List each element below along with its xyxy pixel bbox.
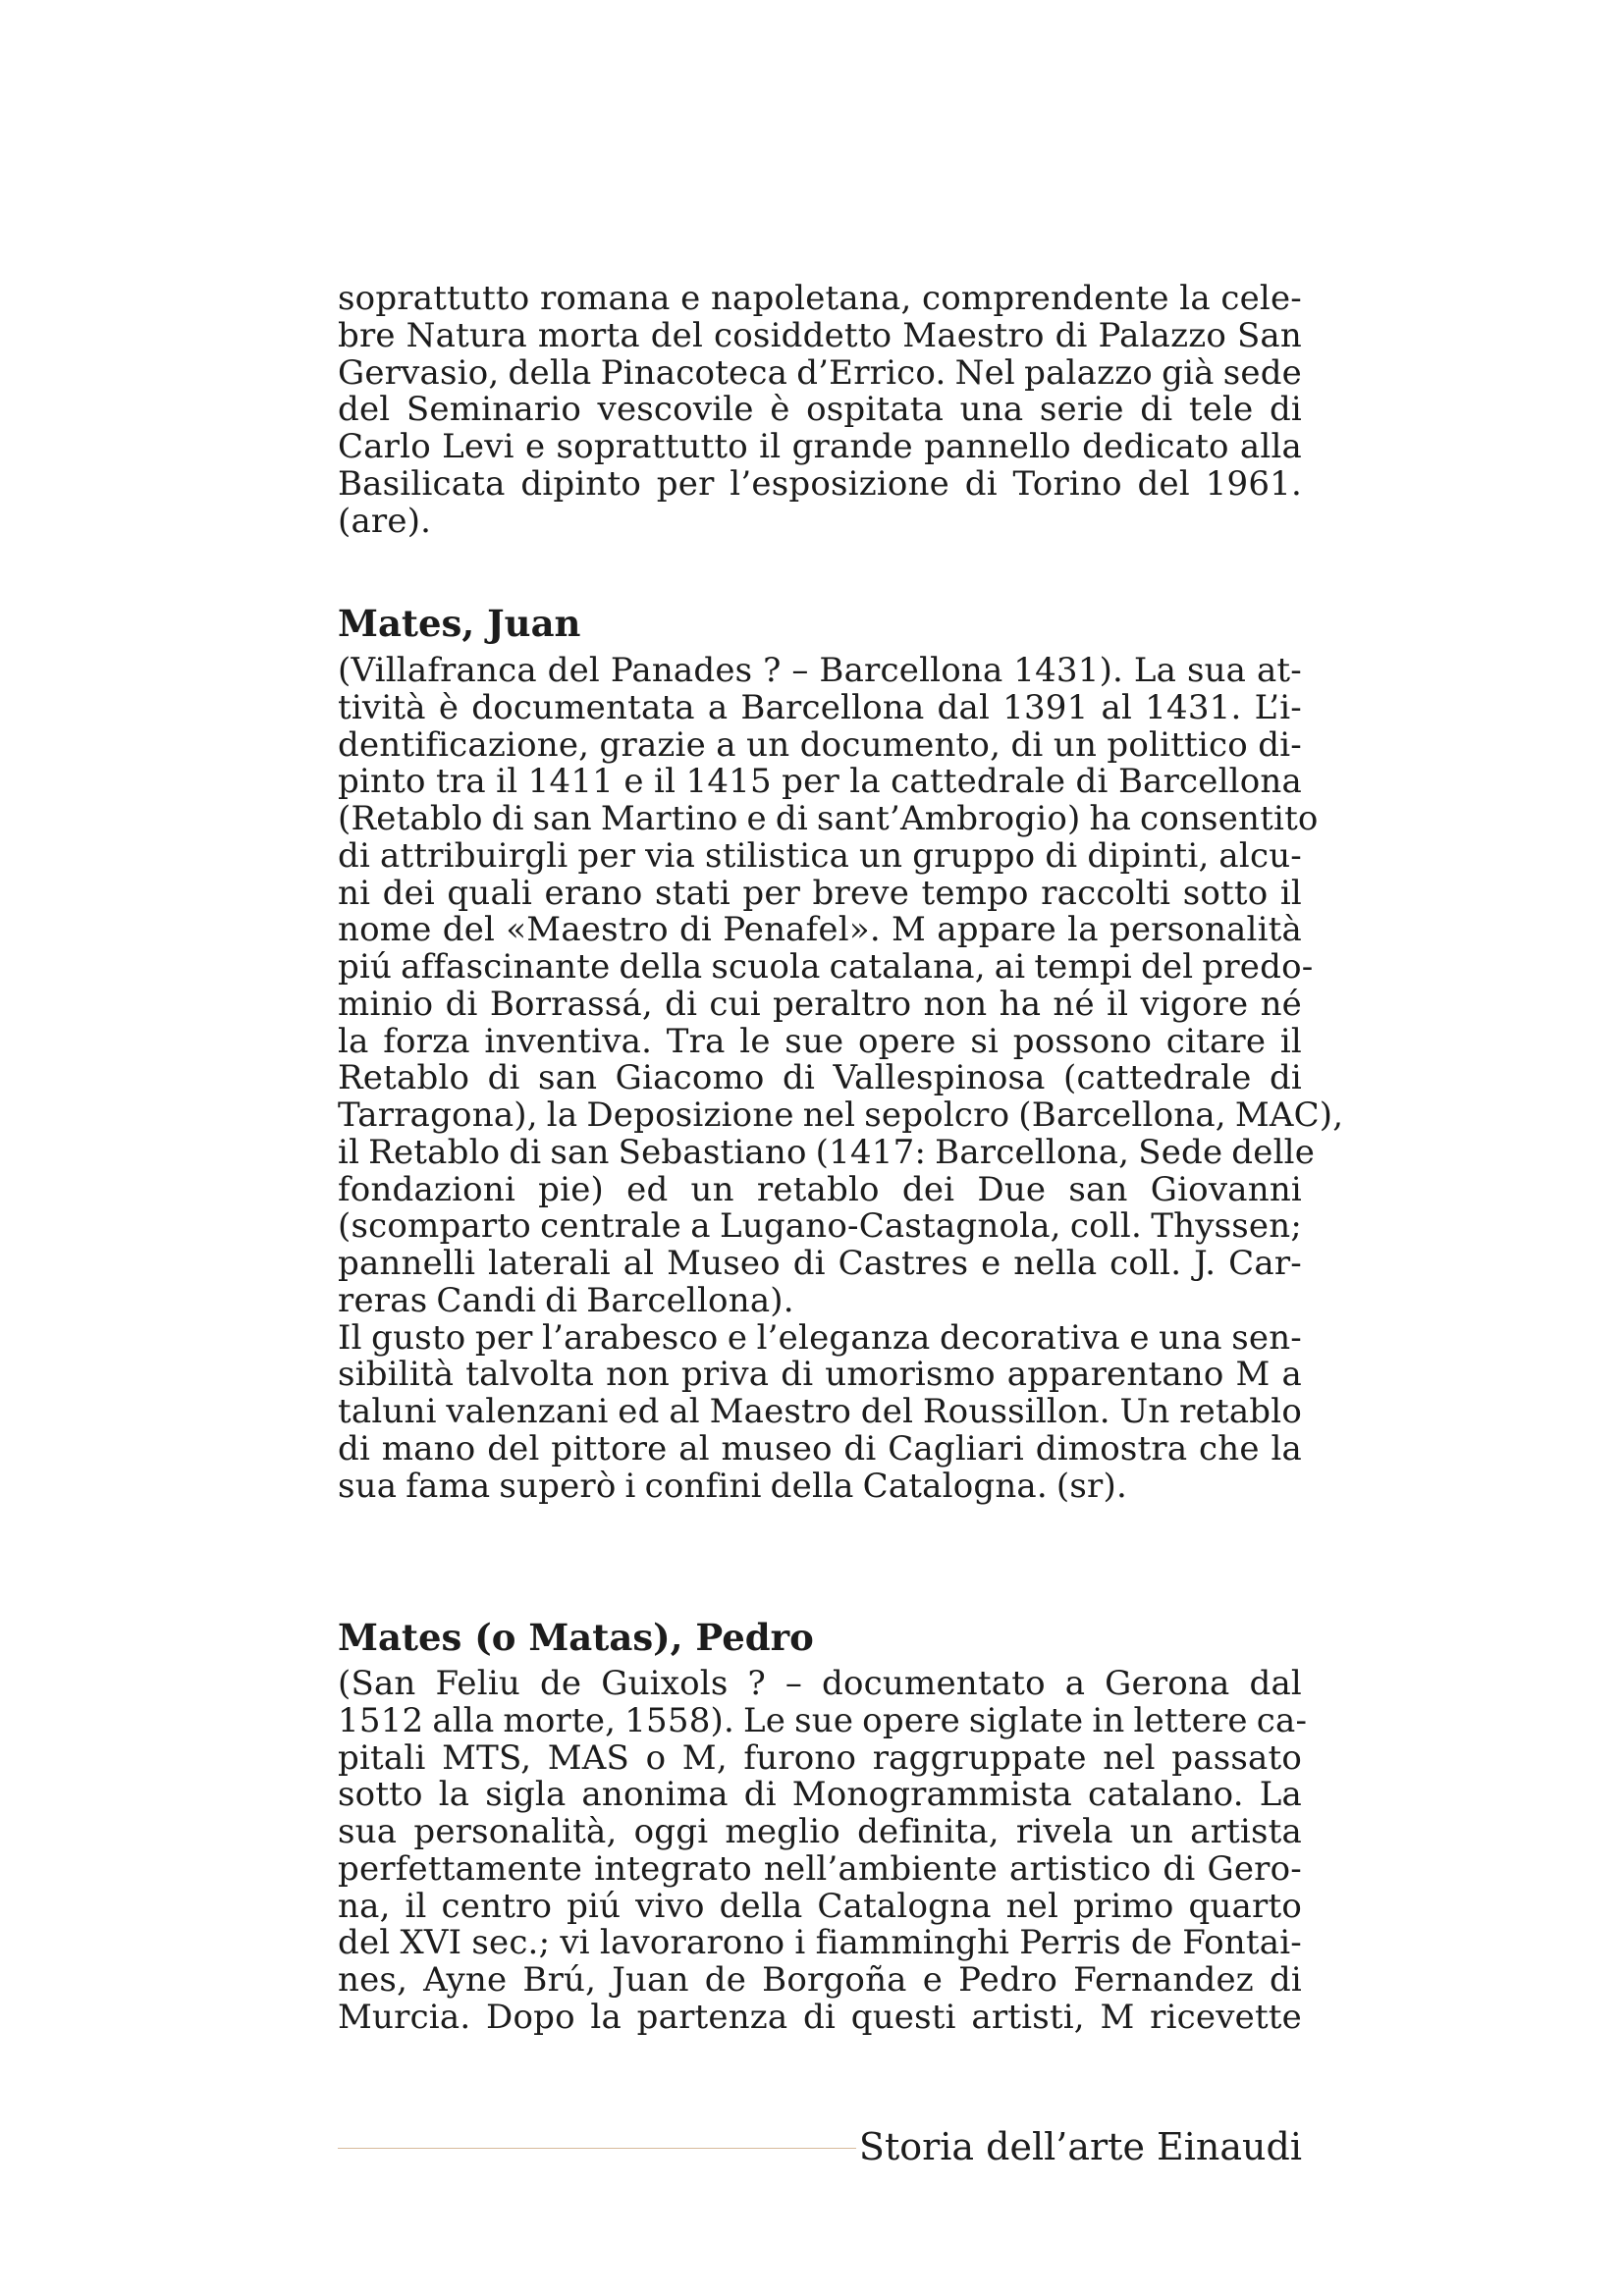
text-line: soprattutto romana e napoletana, comprendente la cele- [338, 279, 1302, 318]
text-line: Carlo Levi e soprattutto il grande pannello dedicato alla [338, 427, 1302, 466]
text-line: sotto la sigla anonima di Monogrammista catalano. La [338, 1775, 1302, 1815]
text-line: Il gusto per l’arabesco e l’eleganza decorativa e una sen- [338, 1317, 1302, 1358]
text-line: nome del «Maestro di Penafel». M appare la personalità [338, 910, 1302, 950]
text-line: Tarragona), la Deposizione nel sepolcro (Barcellona, MAC), [338, 1095, 1344, 1135]
text-line: (San Feliu de Guixols ? – documentato a Gerona dal [338, 1664, 1302, 1703]
text-line: fondazioni pie) ed un retablo dei Due san Giovanni [338, 1169, 1302, 1209]
entry-body [338, 1664, 1308, 2037]
text-line: na, il centro piú vivo della Catalogna nel primo quarto [338, 1886, 1302, 1926]
text-line: 1512 alla morte, 1558). Le sue opere siglate in lettere ca- [338, 1700, 1308, 1740]
text-line: bre Natura morta del cosiddetto Maestro di Palazzo San [338, 315, 1302, 355]
text-line: Gervasio, della Pinacoteca d’Errico. Nel palazzo già sede [338, 352, 1302, 393]
text-line: perfettamente integrato nell’ambiente artistico di Gero- [338, 1848, 1302, 1889]
entry-heading: Mates (o Matas), Pedro [338, 1616, 814, 1659]
text-line: del XVI sec.; vi lavorarono i fiamminghi Perris de Fontai- [338, 1923, 1302, 1963]
footer-title: Storia dell’arte Einaudi [858, 2125, 1302, 2168]
text-line: pinto tra il 1411 e il 1415 per la cattedrale di Barcellona [338, 762, 1302, 802]
text-line: (Villafranca del Panades ? – Barcellona 1431). La sua at- [338, 651, 1302, 690]
text-line: sibilità talvolta non priva di umorismo apparentano M a [338, 1355, 1302, 1395]
text-line: di mano del pittore al museo di Cagliari dimostra che la [338, 1428, 1302, 1468]
text-line: tività è documentata a Barcellona dal 1391 al 1431. L’i- [338, 687, 1302, 727]
text-line: dentificazione, grazie a un documento, di un polittico di- [338, 724, 1302, 765]
text-line: di attribuirgli per via stilistica un gruppo di dipinti, alcu- [338, 835, 1302, 876]
text-line: reras Candi di Barcellona). [338, 1280, 794, 1320]
entry-body [338, 651, 1344, 1506]
text-line: del Seminario vescovile è ospitata una serie di tele di [338, 390, 1302, 430]
text-line: pitali MTS, MAS o M, furono raggruppate nel passato [338, 1737, 1302, 1778]
text-line: (Retablo di san Martino e di sant’Ambrogio) ha consentito [338, 799, 1319, 838]
text-line: minio di Borrassá, di cui peraltro non ha né il vigore né [338, 984, 1302, 1024]
text-line: la forza inventiva. Tra le sue opere si possono citare il [338, 1021, 1302, 1061]
text-line: taluni valenzani ed al Maestro del Roussillon. Un retablo [338, 1392, 1302, 1431]
text-line: Murcia. Dopo la partenza di questi artisti, M ricevette [338, 1997, 1302, 2037]
text-line: piú affascinante della scuola catalana, ai tempi del predo- [338, 947, 1314, 987]
text-line: sua personalità, oggi meglio definita, rivela un artista [338, 1812, 1302, 1851]
text-line: sua fama superò i confini della Catalogna. (sr). [338, 1466, 1127, 1506]
text-line: (scomparto centrale a Lugano-Castagnola, coll. Thyssen; [338, 1206, 1302, 1247]
text-line: (are). [338, 501, 432, 541]
text-line: il Retablo di san Sebastiano (1417: Barcellona, Sede delle [338, 1132, 1316, 1172]
text-line: pannelli laterali al Museo di Castres e nella coll. J. Car- [338, 1244, 1302, 1283]
text-line: Basilicata dipinto per l’esposizione di Torino del 1961. [338, 463, 1302, 504]
text-line: ni dei quali erano stati per breve tempo raccolti sotto il [338, 873, 1302, 913]
text-line: Retablo di san Giacomo di Vallespinosa (cattedrale di [338, 1058, 1302, 1098]
entry-heading: Mates, Juan [338, 602, 581, 645]
footer-rule [338, 2148, 856, 2149]
intro-paragraph [338, 281, 1302, 540]
text-line: nes, Ayne Brú, Juan de Borgoña e Pedro Fernandez di [338, 1960, 1302, 2000]
page-content [338, 0, 1344, 2296]
